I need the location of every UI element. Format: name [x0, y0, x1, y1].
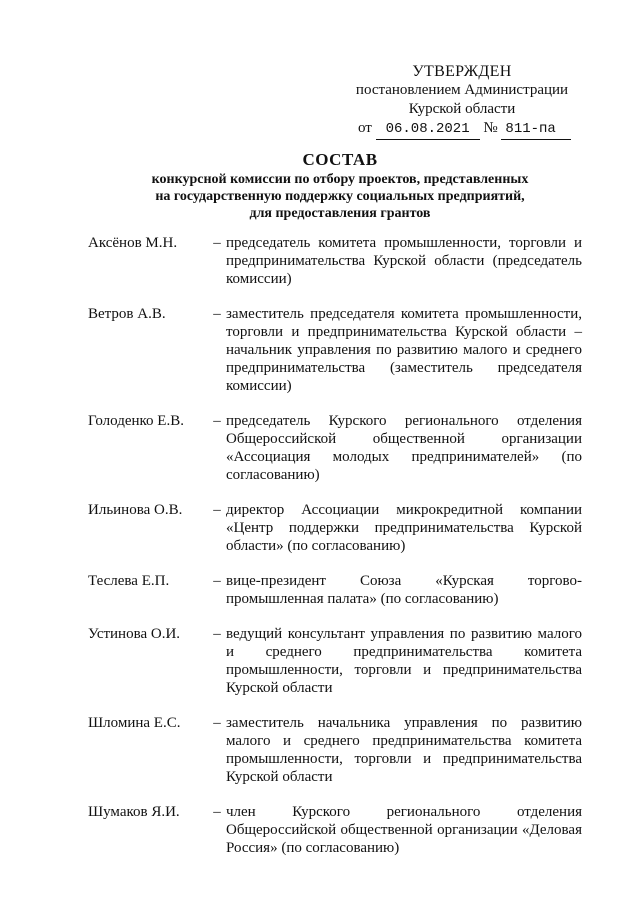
- title-main: СОСТАВ: [302, 150, 378, 169]
- member-role: ведущий консультант управления по развитию малого и среднего предпринимательства комитета промышленности, торговли и предпринимательства Курской области: [226, 626, 582, 696]
- member-row: [88, 234, 582, 288]
- member-name: Голоденко Е.В.: [88, 413, 184, 429]
- number-prefix: №: [483, 120, 498, 136]
- approval-heading: УТВЕРЖДЕН: [412, 63, 512, 80]
- member-dash: –: [213, 413, 221, 429]
- approval-date-line: [358, 119, 572, 140]
- member-dash: –: [213, 502, 221, 518]
- member-row: [88, 412, 582, 484]
- title-line-3: для предоставления грантов: [249, 206, 431, 221]
- member-dash: –: [213, 573, 221, 589]
- member-name: Теслева Е.П.: [88, 573, 170, 589]
- member-name: Ветров А.В.: [88, 306, 166, 322]
- member-dash: –: [213, 626, 221, 642]
- member-dash: –: [213, 715, 221, 731]
- member-role: член Курского регионального отделения Общероссийской общественной организации «Деловая Россия» (по согласованию): [226, 804, 582, 856]
- member-row: [88, 501, 582, 555]
- document-title: [95, 149, 585, 222]
- member-role: заместитель председателя комитета промышленности, торговли и предпринимательства Курской области – начальник управления по развитию малого и среднего предпринимательства (заместитель председателя комиссии): [226, 306, 582, 394]
- date-prefix: от: [358, 120, 372, 136]
- member-row: [88, 305, 582, 395]
- member-name: Шумаков Я.И.: [88, 804, 180, 820]
- member-dash: –: [213, 235, 221, 251]
- member-name: Шломина Е.С.: [88, 715, 181, 731]
- member-role: председатель Курского регионального отделения Общероссийской общественной организации «Ассоциация молодых предпринимателей» (по согласованию): [226, 413, 582, 483]
- member-role: председатель комитета промышленности, торговли и предпринимательства Курской области (председатель комиссии): [226, 235, 582, 287]
- member-row: [88, 572, 582, 608]
- title-line-2: на государственную поддержку социальных предприятий,: [155, 189, 525, 204]
- member-row: [88, 803, 582, 857]
- member-role: вице-президент Союза «Курская торгово-промышленная палата» (по согласованию): [226, 573, 582, 607]
- approval-block: [352, 62, 572, 140]
- member-row: [88, 714, 582, 786]
- member-name: Устинова О.И.: [88, 626, 181, 642]
- members-list: [88, 234, 582, 857]
- approval-date: 06.08.2021: [376, 120, 480, 140]
- member-role: заместитель начальника управления по развитию малого и среднего предпринимательства комитета промышленности, торговли и предпринимательства Курской области: [226, 715, 582, 785]
- approval-line-2: Курской области: [408, 101, 516, 117]
- title-line-1: конкурсной комиссии по отбору проектов, представленных: [151, 172, 529, 187]
- member-name: Аксёнов М.Н.: [88, 235, 178, 251]
- member-dash: –: [213, 804, 221, 820]
- approval-line-1: постановлением Администрации: [355, 82, 569, 98]
- member-row: [88, 625, 582, 697]
- member-role: директор Ассоциации микрокредитной компании «Центр поддержки предпринимательства Курской области» (по согласованию): [226, 502, 582, 554]
- approval-number: 811-па: [501, 120, 571, 140]
- member-name: Ильинова О.В.: [88, 502, 183, 518]
- member-dash: –: [213, 306, 221, 322]
